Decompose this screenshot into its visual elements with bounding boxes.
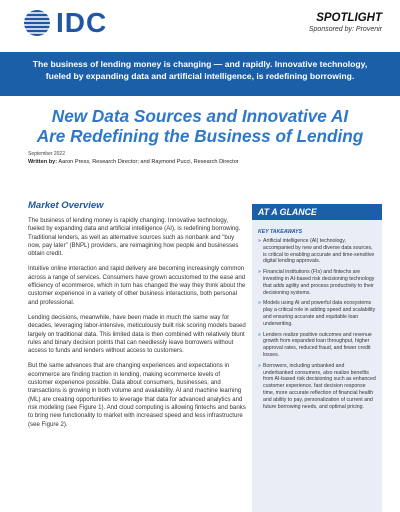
- page-header: [0, 0, 400, 46]
- takeaways-list: [252, 238, 382, 410]
- logo-text: IDC: [56, 7, 108, 38]
- spotlight-title: SPOTLIGHT: [316, 12, 382, 24]
- bullet-arrow-icon: »: [258, 331, 261, 338]
- list-item: » Borrowers, including unbanked and underbanked consumers, also realize benefits from AI-based risk decisioning such as enhanced customer experience, fast decision response time, more accurate reflection of financial health and ability to pay, personalization of current and future borrowing needs, and optimal pricing.: [258, 362, 376, 410]
- publication-date: September 2022: [28, 151, 65, 157]
- globe-icon: [22, 8, 52, 38]
- sponsor-line: Sponsored by: Provenir: [308, 26, 382, 33]
- overview-paragraph: Intuitive online interaction and rapid delivery are becoming increasingly common across a range of services. Consumers have grown accustomed to the ease and efficiency of ecommerce, which in turn has changed the way they think about the customer experience in a variety of other business interactions, both personal and professional.: [28, 265, 246, 306]
- intro-banner: [0, 52, 400, 96]
- idc-logo: [22, 8, 107, 38]
- overview-paragraph: The business of lending money is rapidly changing. Innovative technology, fueled by expanding data and artificial intelligence (AI), is redefining borrowing. Traditional lenders, as well as alternative sources such as nonbank and "buy now, pay later" (BNPL) providers, are reimagining how people and businesses obtain credit.: [28, 217, 241, 258]
- overview-paragraph: But the same advances that are changing experiences and expectations in ecommerce are finding traction in lending, making ecommerce levels of customer experience possible. Data about consumers, businesses, and transactions is growing in both volume and availability. AI and machine learning (ML) are creating opportunities to leverage that data for advanced analytics and risk modeling (see Figure 1). And cloud computing is allowing fintechs and banks to bring new functionality to market with increased speed and less infrastructure (see Figure 2).: [28, 362, 246, 428]
- banner-text: The business of lending money is changing — and rapidly. Innovative technology, fueled by expanding data and artificial intelligence, is redefining borrowing.: [32, 59, 368, 81]
- glance-heading: AT A GLANCE: [252, 204, 382, 220]
- bullet-arrow-icon: »: [258, 238, 261, 244]
- title-line-2: Are Redefining the Business of Lending: [36, 126, 364, 146]
- document-title: [28, 106, 372, 146]
- bullet-arrow-icon: »: [258, 300, 261, 307]
- overview-paragraph: Lending decisions, meanwhile, have been made in much the same way for decades, leveraging labor-intensive, meticulously built risk scoring models based largely on traditional data. This limited data is then combined with relatively blunt rules and binary decision points that can needlessly leave borrowers without access to funds and lenders without access to customers.: [28, 313, 246, 355]
- at-a-glance-sidebar: [252, 204, 382, 512]
- bullet-arrow-icon: »: [258, 269, 261, 276]
- list-item: » Artificial intelligence (AI) technology, accompanied by new and diverse data sources, is critical to enabling accurate and time-sensitive digital lending approvals.: [258, 238, 375, 265]
- bullet-arrow-icon: »: [258, 362, 261, 369]
- byline-authors: Aaron Press, Research Director; and Raymond Pucci, Research Director: [58, 159, 239, 165]
- key-takeaways-heading: KEY TAKEAWAYS: [258, 229, 303, 235]
- list-item: » Models using AI and powerful data ecosystems play a critical role in adding speed and scalability and ensuring accurate and equitable loan underwriting.: [258, 300, 376, 327]
- title-line-1: New Data Sources and Innovative AI: [51, 106, 349, 126]
- byline: [28, 159, 239, 165]
- list-item: » Lenders realize positive outcomes and revenue growth from expanded loan throughput, higher approval rates, reduced fraud, and fewer credit losses.: [258, 331, 372, 358]
- market-overview-section: [28, 200, 246, 436]
- list-item: » Financial institutions (FIs) and fintechs are investing in AI-based risk decisioning technology that adds agility and process productivity to their decisioning systems.: [258, 269, 375, 296]
- section-heading: Market Overview: [28, 200, 104, 211]
- spotlight-label: [309, 12, 382, 33]
- byline-label: Written by:: [28, 159, 58, 165]
